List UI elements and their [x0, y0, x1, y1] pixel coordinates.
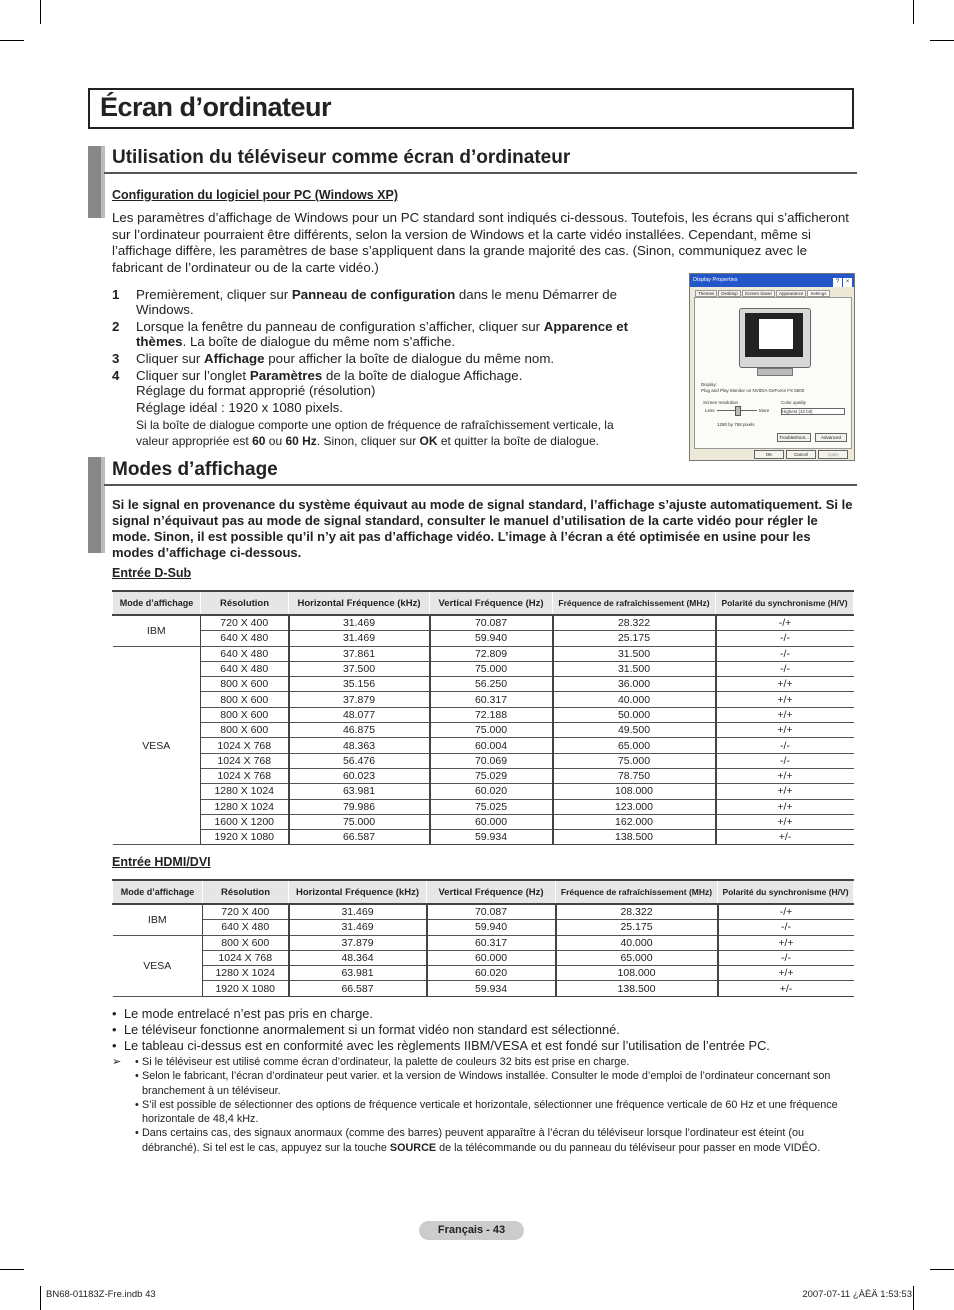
- cell-h: 63.981: [289, 784, 430, 799]
- cell-p: +/+: [716, 723, 854, 738]
- cell-f: 78.750: [553, 768, 716, 783]
- cell-p: +/-: [716, 830, 854, 845]
- cell-h: 35.156: [289, 677, 430, 692]
- cell-v: 72.188: [430, 707, 553, 722]
- less-label: Less: [705, 408, 715, 413]
- table-row: [113, 723, 854, 738]
- step-text: de la boîte de dialogue Affichage.: [322, 368, 523, 383]
- table-row: [113, 631, 854, 646]
- header-mode: Mode d’affichage: [113, 591, 201, 615]
- cell-mode: VESA: [113, 646, 201, 845]
- step-number: 3: [112, 351, 120, 366]
- header-polarity: Polarité du synchronisme (H/V): [718, 880, 854, 904]
- cell-p: +/+: [718, 966, 854, 981]
- cell-res: 1920 X 1080: [203, 981, 289, 996]
- table-row: [113, 935, 854, 950]
- cell-res: 640 X 480: [201, 646, 289, 661]
- note-item: • Selon le fabricant, l’écran d’ordinateur peut varier. et la version de Windows installée. Consulter le mode d’emploi de l’ordinateur concernant son branchement à un téléviseur.: [112, 1069, 847, 1098]
- steps-list: [112, 287, 642, 451]
- page-number: Français - 43: [419, 1221, 524, 1240]
- cell-h: 79.986: [289, 799, 430, 814]
- header-vertical: Vertical Fréquence (Hz): [430, 591, 553, 615]
- table-row: [113, 768, 854, 783]
- step-number: 2: [112, 319, 120, 334]
- table-row: [113, 814, 854, 829]
- cell-f: 75.000: [553, 753, 716, 768]
- cell-h: 63.981: [289, 966, 427, 981]
- step-text: . La boîte de dialogue du même nom s’affiche.: [182, 334, 456, 349]
- dsub-table: [112, 590, 854, 845]
- header-polarity: Polarité du synchronisme (H/V): [716, 591, 854, 615]
- color-quality-select: Highest (32 bit): [781, 408, 845, 415]
- more-label: More: [759, 408, 770, 413]
- display-label: Display:: [701, 382, 718, 387]
- cell-v: 59.940: [430, 631, 553, 646]
- header-resolution: Résolution: [201, 591, 289, 615]
- note-item: • Dans certains cas, des signaux anormaux (comme des barres) peuvent apparaître à l’écran du téléviseur lorsque l’ordinateur est éteint (ou débranché). Si tel est le cas, appuyez sur la touche SOURCE de la télécommande ou du panneau du téléviseur pour passer en mode VIDÉO.: [112, 1126, 847, 1155]
- step-text: Cliquer sur l’onglet: [136, 368, 250, 383]
- header-refresh: Fréquence de rafraîchissement (MHz): [553, 591, 716, 615]
- cell-f: 31.500: [553, 661, 716, 676]
- cell-res: 800 X 600: [201, 723, 289, 738]
- cell-res: 800 X 600: [201, 707, 289, 722]
- notes-bullets: [112, 1006, 770, 1054]
- header-mode: Mode d’affichage: [113, 880, 203, 904]
- display-value: Plug and Play Monitor on NVIDIA GeForce FX 5600: [701, 388, 805, 393]
- cell-v: 59.934: [427, 981, 556, 996]
- cell-f: 31.500: [553, 646, 716, 661]
- section-bar: [88, 146, 105, 218]
- cell-v: 60.000: [427, 950, 556, 965]
- resolution-label: Screen resolution: [703, 400, 739, 405]
- pc-config-intro: Les paramètres d’affichage de Windows pour un PC standard sont indiqués ci-dessous. Toutefois, les écrans qui s’afficheront sur l’ordinateur pourraient être différents, selon la version de Windows et la carte vidéo installées. Cependant, même si l’affichage diffère, les paramètres de base s’appliquent dans la grande majorité des cas. (Sinon, communiquez avec le fabricant de l’ordinateur ou de la carte vidéo.): [112, 210, 849, 275]
- bullet-item: • Le tableau ci-dessus est en conformité avec les règlements IIBM/VESA et est fondé sur l’utilisation de l’entrée PC.: [112, 1038, 770, 1054]
- section-title-modes: Modes d’affichage: [112, 459, 278, 480]
- cell-mode: IBM: [113, 615, 201, 646]
- tab-appearance: Appearance: [776, 290, 806, 297]
- cell-v: 60.020: [427, 966, 556, 981]
- cell-f: 49.500: [553, 723, 716, 738]
- step-bold: Apparence et thèmes: [136, 319, 629, 349]
- cell-res: 1024 X 768: [201, 753, 289, 768]
- cell-v: 56.250: [430, 677, 553, 692]
- cell-p: +/-: [718, 981, 854, 996]
- step-number: 1: [112, 287, 120, 302]
- cell-res: 1280 X 1024: [203, 966, 289, 981]
- cell-f: 138.500: [553, 830, 716, 845]
- dialog-titlebar: [690, 274, 854, 287]
- cell-mode: IBM: [113, 904, 203, 935]
- table-row: [113, 784, 854, 799]
- dsub-label: Entrée D-Sub: [112, 566, 192, 580]
- cell-p: +/+: [716, 677, 854, 692]
- table-row: [113, 753, 854, 768]
- cell-p: +/+: [716, 692, 854, 707]
- step-text: pour afficher la boîte de dialogue du même nom.: [264, 351, 555, 366]
- cell-res: 800 X 600: [201, 692, 289, 707]
- section-bar: [88, 457, 105, 553]
- crop-mark: [40, 1286, 41, 1310]
- section-rule: [104, 172, 857, 174]
- table-row: [113, 661, 854, 676]
- cell-p: +/+: [716, 799, 854, 814]
- apply-button: Apply: [818, 450, 848, 459]
- cell-f: 28.322: [553, 615, 716, 631]
- settings-panel: [694, 297, 852, 449]
- bullet-item: • Le mode entrelacé n’est pas pris en charge.: [112, 1006, 770, 1022]
- hdmi-table: [112, 879, 854, 997]
- step-number: 4: [112, 368, 120, 383]
- cell-res: 1024 X 768: [203, 950, 289, 965]
- imprint-date: 2007-07-11 ¿ÀÈÄ 1:53:53: [802, 1289, 912, 1300]
- cancel-button: Cancel: [786, 450, 816, 459]
- step-item: [112, 368, 642, 449]
- close-icon: ×: [843, 278, 852, 287]
- cell-h: 31.469: [289, 631, 430, 646]
- table-row: [113, 950, 854, 965]
- tab-themes: Themes: [695, 290, 717, 297]
- section-rule: [104, 484, 857, 486]
- cell-p: +/+: [718, 935, 854, 950]
- cell-v: 60.000: [430, 814, 553, 829]
- cell-v: 70.087: [430, 615, 553, 631]
- step-note: Si la boîte de dialogue comporte une option de fréquence de rafraîchissement verticale, la valeur appropriée est 60 ou 60 Hz. Sinon, cliquer sur OK et quitter la boîte de dialogue.: [136, 418, 614, 448]
- step-item: [112, 351, 642, 366]
- cell-v: 72.809: [430, 646, 553, 661]
- cell-h: 66.587: [289, 981, 427, 996]
- cell-p: -/-: [716, 631, 854, 646]
- cell-f: 50.000: [553, 707, 716, 722]
- cell-h: 48.077: [289, 707, 430, 722]
- cell-v: 75.000: [430, 661, 553, 676]
- cell-res: 1920 X 1080: [201, 830, 289, 845]
- dialog-title: Display Properties: [693, 277, 738, 283]
- cell-p: -/-: [716, 661, 854, 676]
- cell-res: 1600 X 1200: [201, 814, 289, 829]
- header-resolution: Résolution: [203, 880, 289, 904]
- table-row: [113, 966, 854, 981]
- pc-config-subheading: Configuration du logiciel pour PC (Windows XP): [112, 188, 398, 202]
- cell-h: 37.500: [289, 661, 430, 676]
- dialog-tabs: [695, 290, 831, 297]
- cell-p: +/+: [716, 707, 854, 722]
- cell-v: 75.029: [430, 768, 553, 783]
- table-header-row: [113, 591, 854, 615]
- display-properties-screenshot: [689, 273, 855, 461]
- header-vertical: Vertical Fréquence (Hz): [427, 880, 556, 904]
- cell-h: 31.469: [289, 920, 427, 935]
- cell-p: +/+: [716, 814, 854, 829]
- header-horizontal: Horizontal Fréquence (kHz): [289, 880, 427, 904]
- cell-f: 108.000: [553, 784, 716, 799]
- cell-p: +/+: [716, 768, 854, 783]
- cell-p: -/+: [716, 615, 854, 631]
- help-icon: ?: [833, 278, 842, 287]
- cell-h: 37.879: [289, 935, 427, 950]
- cell-res: 640 X 480: [201, 661, 289, 676]
- step-text: dans le menu Démarrer de Windows.: [136, 287, 618, 317]
- crop-mark: [913, 1286, 914, 1310]
- table-row: [113, 904, 854, 920]
- step-bold: Paramètres: [249, 368, 323, 383]
- cell-res: 1280 X 1024: [201, 784, 289, 799]
- cell-res: 640 X 480: [203, 920, 289, 935]
- crop-mark: [0, 40, 24, 41]
- step-text: Premièrement, cliquer sur: [136, 287, 292, 302]
- crop-mark: [930, 40, 954, 41]
- cell-f: 28.322: [556, 904, 718, 920]
- table-row: [113, 738, 854, 753]
- cell-p: -/+: [718, 904, 854, 920]
- cell-f: 162.000: [553, 814, 716, 829]
- slider-thumb: [735, 406, 741, 416]
- cell-p: -/-: [716, 738, 854, 753]
- cell-h: 48.364: [289, 950, 427, 965]
- note-item: • Si le téléviseur est utilisé comme écran d’ordinateur, la palette de couleurs 32 bits est prise en charge.: [112, 1055, 847, 1069]
- ok-button: OK: [754, 450, 784, 459]
- crop-mark: [40, 0, 41, 24]
- step-text: Réglage du format approprié (résolution): [136, 383, 376, 398]
- tab-settings: Settings: [807, 290, 829, 297]
- advanced-button: Advanced: [815, 433, 847, 442]
- imprint-file: BN68-01183Z-Fre.indb 43: [46, 1289, 156, 1300]
- cell-f: 65.000: [553, 738, 716, 753]
- resolution-value: 1280 by 768 pixels: [717, 422, 755, 427]
- cell-p: -/-: [718, 920, 854, 935]
- cell-res: 800 X 600: [203, 935, 289, 950]
- cell-v: 60.317: [427, 935, 556, 950]
- cell-h: 31.469: [289, 615, 430, 631]
- cell-p: -/-: [716, 753, 854, 768]
- cell-f: 123.000: [553, 799, 716, 814]
- cell-h: 75.000: [289, 814, 430, 829]
- note-item: • S’il est possible de sélectionner des options de fréquence verticale et horizontale, sélectionner une fréquence verticale de 60 Hz et une fréquence horizontale de 48,4 kHz.: [112, 1098, 847, 1127]
- step-item: [112, 287, 642, 317]
- cell-f: 40.000: [556, 935, 718, 950]
- crop-mark: [913, 0, 914, 24]
- tab-desktop: Desktop: [718, 290, 741, 297]
- cell-res: 800 X 600: [201, 677, 289, 692]
- cell-h: 56.476: [289, 753, 430, 768]
- table-row: [113, 830, 854, 845]
- page-title: Écran d’ordinateur: [100, 92, 332, 122]
- cell-f: 65.000: [556, 950, 718, 965]
- cell-res: 720 X 400: [203, 904, 289, 920]
- cell-v: 70.069: [430, 753, 553, 768]
- cell-f: 25.175: [556, 920, 718, 935]
- step-bold: Panneau de configuration: [291, 287, 456, 302]
- cell-res: 1280 X 1024: [201, 799, 289, 814]
- crop-mark: [930, 1269, 954, 1270]
- cell-v: 60.317: [430, 692, 553, 707]
- tab-screen-saver: Screen Saver: [742, 290, 775, 297]
- cell-h: 37.861: [289, 646, 430, 661]
- step-text: Lorsque la fenêtre du panneau de configuration s’afficher, cliquer sur: [136, 319, 544, 334]
- cell-h: 66.587: [289, 830, 430, 845]
- section-title-pc: Utilisation du téléviseur comme écran d’ordinateur: [112, 147, 571, 168]
- cell-res: 720 X 400: [201, 615, 289, 631]
- cell-f: 36.000: [553, 677, 716, 692]
- table-row: [113, 981, 854, 996]
- cell-h: 31.469: [289, 904, 427, 920]
- modes-intro: Si le signal en provenance du système équivaut au mode de signal standard, l’affichage s’ajuste automatiquement. Si le signal n’équivaut pas au mode de signal standard, consulter le manuel d’utilisation de la carte vidéo pour régler le mode. Sinon, il est possible qu’il n’y ait pas d’affichage vidéo. L’image à l’écran a été optimisée en usine pour les modes d’affichage ci-dessous.: [112, 497, 853, 560]
- cell-h: 60.023: [289, 768, 430, 783]
- cell-v: 59.934: [430, 830, 553, 845]
- note-arrow-icon: ➢: [112, 1056, 122, 1068]
- table-row: [113, 799, 854, 814]
- cell-f: 108.000: [556, 966, 718, 981]
- cell-h: 48.363: [289, 738, 430, 753]
- cell-v: 60.004: [430, 738, 553, 753]
- cell-v: 75.000: [430, 723, 553, 738]
- crop-mark: [0, 1269, 24, 1270]
- cell-res: 1024 X 768: [201, 738, 289, 753]
- cell-p: -/-: [716, 646, 854, 661]
- table-header-row: [113, 880, 854, 904]
- table-row: [113, 692, 854, 707]
- monitor-stand: [757, 368, 793, 376]
- cell-f: 40.000: [553, 692, 716, 707]
- cell-p: -/-: [718, 950, 854, 965]
- cell-res: 1024 X 768: [201, 768, 289, 783]
- cell-v: 70.087: [427, 904, 556, 920]
- step-text: Cliquer sur: [136, 351, 204, 366]
- cell-p: +/+: [716, 784, 854, 799]
- bullet-item: • Le téléviseur fonctionne anormalement si un format vidéo non standard est sélectionné.: [112, 1022, 770, 1038]
- window-buttons: [832, 276, 852, 289]
- monitor-icon: [739, 308, 811, 368]
- color-quality-label: Color quality: [781, 400, 807, 405]
- note-block: [112, 1055, 847, 1155]
- header-horizontal: Horizontal Fréquence (kHz): [289, 591, 430, 615]
- hdmi-label: Entrée HDMI/DVI: [112, 855, 211, 869]
- cell-f: 138.500: [556, 981, 718, 996]
- cell-v: 59.940: [427, 920, 556, 935]
- cell-h: 46.875: [289, 723, 430, 738]
- cell-mode: VESA: [113, 935, 203, 996]
- step-bold: Affichage: [203, 351, 265, 366]
- table-row: [113, 920, 854, 935]
- header-refresh: Fréquence de rafraîchissement (MHz): [556, 880, 718, 904]
- table-row: [113, 646, 854, 661]
- page-title-box: [88, 88, 854, 129]
- step-text: Réglage idéal : 1920 x 1080 pixels.: [136, 400, 343, 415]
- table-row: [113, 707, 854, 722]
- table-row: [113, 615, 854, 631]
- cell-h: 37.879: [289, 692, 430, 707]
- cell-v: 75.025: [430, 799, 553, 814]
- cell-res: 640 X 480: [201, 631, 289, 646]
- cell-f: 25.175: [553, 631, 716, 646]
- cell-v: 60.020: [430, 784, 553, 799]
- step-item: [112, 319, 642, 349]
- table-row: [113, 677, 854, 692]
- troubleshoot-button: Troubleshoot...: [777, 433, 811, 442]
